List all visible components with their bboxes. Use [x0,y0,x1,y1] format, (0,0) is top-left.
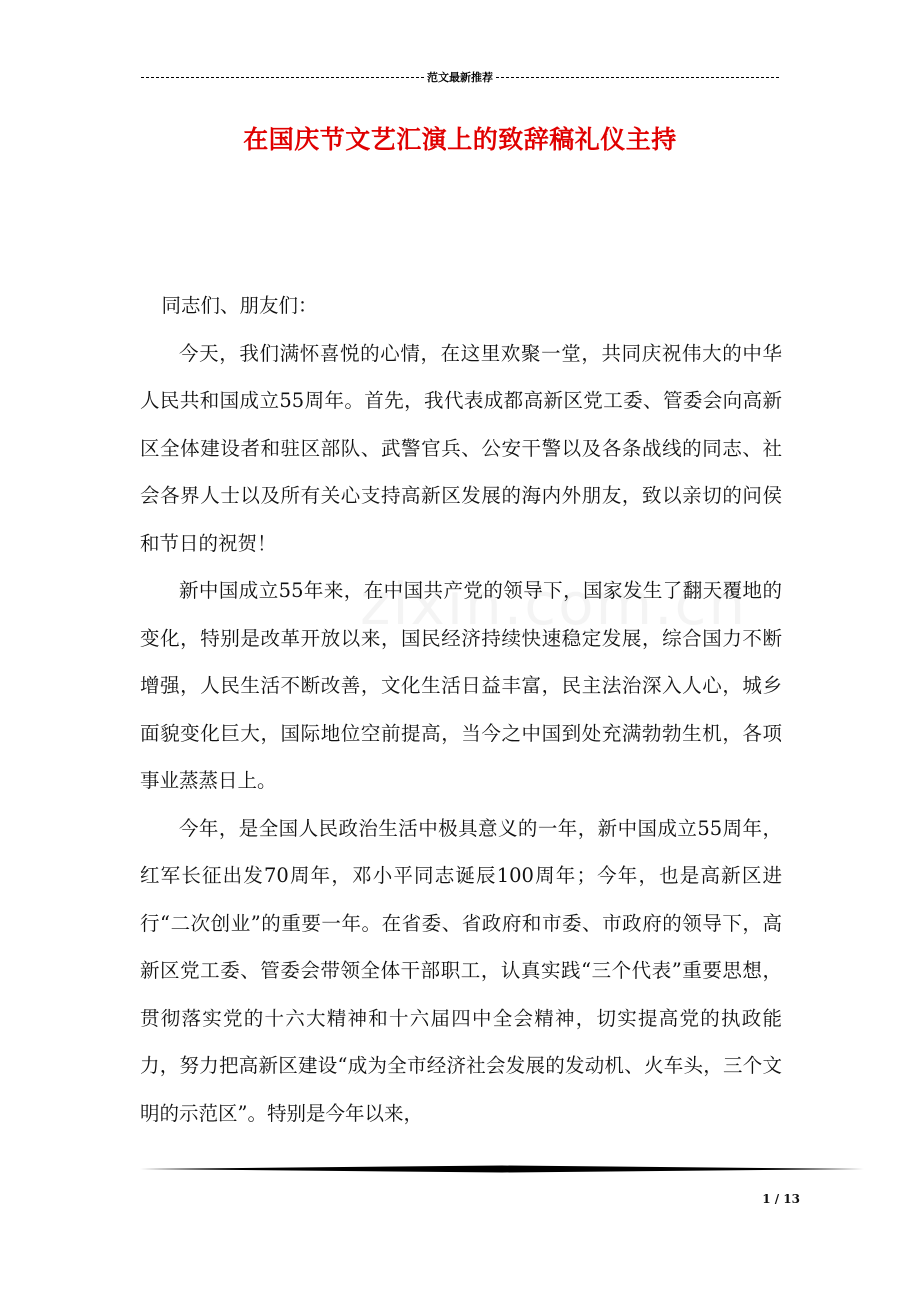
paragraph-1: 今天，我们满怀喜悦的心情，在这里欢聚一堂，共同庆祝伟大的中华人民共和国成立55周年。首先，我代表成都高新区党工委、管委会向高新区全体建设者和驻区部队、武警官兵、公安干警以及各条战线的同志、社会各界人士以及所有关心支持高新区发展的海内外朋友，致以亲切的问侯和节日的祝贺！ [140,341,782,555]
header-dash-right [496,77,779,78]
salutation: 同志们、朋友们： [161,294,318,317]
header-dash-left [141,77,424,78]
paragraph-2: 新中国成立55年来，在中国共产党的领导下，国家发生了翻天覆地的变化，特别是改革开放以来，国民经济持续快速稳定发展，综合国力不断增强，人民生活不断改善，文化生活日益丰富，民主法治深入人心，城乡面貌变化巨大，国际地位空前提高，当今之中国到处充满勃勃生机，各项事业蒸蒸日上。 [140,579,782,792]
document-title: 在国庆节文艺汇演上的致辞稿礼仪主持 [243,125,677,154]
paragraph-3: 今年，是全国人民政治生活中极具意义的一年，新中国成立55周年，红军长征出发70周年，邓小平同志诞辰100周年；今年，也是高新区进行“二次创业”的重要一年。在省委、省政府和市委、市政府的领导下，高新区党工委、管委会带领全体干部职工，认真实践“三个代表”重要思想，贯彻落实党的十六大精神和十六届四中全会精神，切实提高党的执政能力，努力把高新区建设“成为全市经济社会发展的发动机、火车头，三个文明的示范区”。特别是今年以来， [140,816,782,1125]
header-label: 范文最新推荐 [427,71,493,84]
document-body [140,282,782,1137]
footer-rule [140,1164,864,1174]
header-rule [140,67,780,87]
page-number: 1 / 13 [762,1192,800,1206]
